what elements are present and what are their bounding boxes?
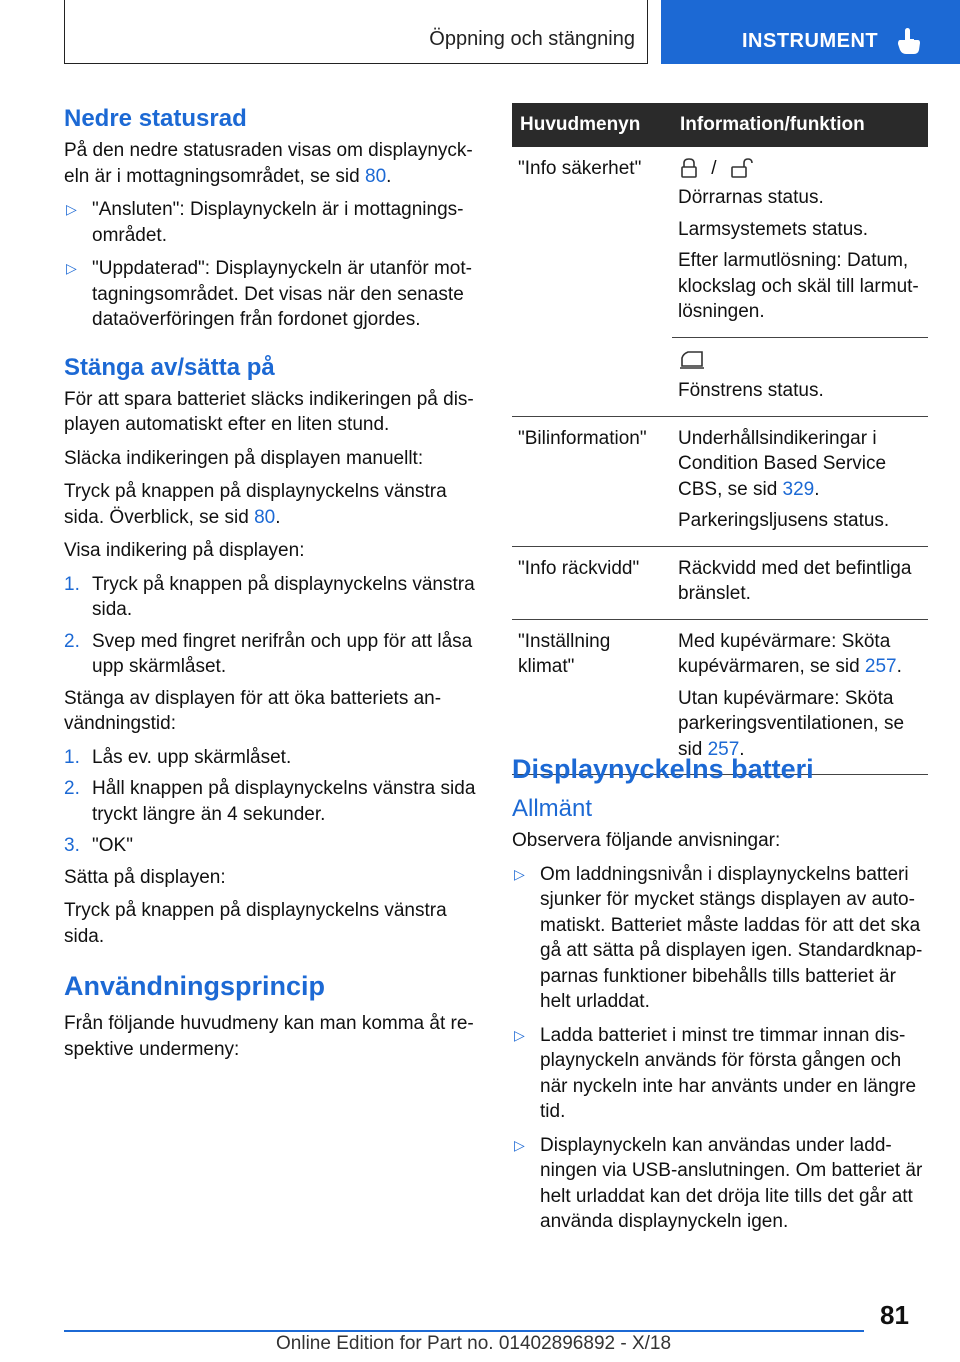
step-item: 1. Lås ev. upp skärmlåset. — [64, 746, 292, 768]
paragraph: Observera följande anvisningar: — [512, 830, 781, 851]
table-row — [512, 416, 928, 546]
pointing-hand-icon — [896, 26, 922, 56]
paragraph: Visa indikering på displayen: — [64, 540, 305, 561]
table-header-cell: Huvudmenyn — [512, 103, 672, 147]
footer-divider — [64, 1330, 864, 1332]
window-icon — [678, 348, 706, 370]
footer-edition: Online Edition for Part no. 01402896892 - X/18 — [276, 1333, 672, 1354]
heading-battery: Displaynyckelns batteri — [512, 754, 814, 784]
triangle-bullet-icon: ▷ — [514, 1136, 525, 1153]
list-item: ▷ Om laddningsnivån i displaynyckelns batteri sjunker för mycket stängs displayen av auto-matiskt. Batteriet måste laddas för att det ska gå att sätta på displayen igen. Standardknap-parnas funktioner bibehålls tills batteriet är helt urladdat. — [514, 863, 923, 1012]
left-column — [64, 104, 478, 1070]
table-row — [512, 147, 928, 338]
table-row — [512, 546, 928, 619]
page-link-257[interactable]: 257 — [864, 656, 897, 677]
heading-status-bar: Nedre statusrad — [64, 105, 247, 132]
page-link-80[interactable]: 80 — [254, 506, 276, 528]
table-cell: / Dörrarnas status. Larmsystemets status. Efter larmutlösning: Datum, klockslag och skäl till larmut-lösningen. — [672, 147, 928, 338]
list-item: ▷ "Uppdaterad": Displaynyckeln är utanför mot-tagningsområdet. Det visas när den senaste dataöverföringen från fordonet gjordes. — [66, 258, 472, 330]
heading-on-off: Stänga av/sätta på — [64, 353, 275, 381]
table-cell: "Inställning klimat" — [512, 619, 672, 775]
table-row — [512, 337, 928, 416]
table-header-row — [512, 103, 928, 147]
table-cell: Med kupévärmare: Sköta kupévärmaren, se sid 257. Utan kupévärmare: Sköta parkeringsventilationen, se sid 257. — [672, 619, 928, 775]
triangle-bullet-icon: ▷ — [514, 865, 525, 882]
table-cell: Underhållsindikeringar i Condition Based Service CBS, se sid 329. Parkeringsljusens status. — [672, 416, 928, 546]
locked-icon — [678, 157, 700, 179]
triangle-bullet-icon: ▷ — [66, 260, 77, 276]
page-link-257[interactable]: 257 — [707, 738, 740, 760]
header-section-title: Öppning och stängning — [429, 28, 635, 50]
header-chapter-title: INSTRUMENT — [742, 30, 879, 52]
paragraph: Släcka indikeringen på displayen manuellt: — [64, 447, 424, 469]
step-item: 2. Svep med fingret nerifrån och upp för att låsa upp skärmlåset. — [64, 630, 473, 677]
table-cell: "Info säkerhet" — [518, 157, 642, 179]
paragraph: Stänga av displayen för att öka batteriets an-vändningstid: — [64, 687, 442, 734]
paragraph: Tryck på knappen på displaynyckelns vänstra sida. Överblick, se sid 80. — [64, 481, 447, 528]
table-cell: Räckvidd med det befintliga bränslet. — [672, 546, 928, 619]
table-cell — [512, 337, 672, 416]
unlocked-icon — [728, 157, 754, 179]
paragraph: Tryck på knappen på displaynyckelns vänstra sida. — [64, 900, 447, 947]
paragraph: För att spara batteriet släcks indikeringen på dis-playen automatiskt efter en liten stund. — [64, 388, 474, 435]
triangle-bullet-icon: ▷ — [66, 201, 77, 217]
table-cell: "Bilinformation" — [512, 416, 672, 546]
page-link-329[interactable]: 329 — [782, 478, 815, 500]
list-item: ▷ "Ansluten": Displaynyckeln är i mottagnings-området. — [66, 199, 464, 246]
menu-table — [512, 103, 928, 775]
step-item: 2. Håll knappen på displaynyckelns vänstra sida tryckt längre än 4 sekunder. — [64, 778, 476, 825]
table-cell: Fönstrens status. — [672, 337, 928, 416]
page-link-80[interactable]: 80 — [365, 165, 387, 187]
right-column — [512, 752, 928, 1243]
list-item: ▷ Ladda batteriet i minst tre timmar innan dis-playnyckeln används för första gången och när nyckeln inte har använts under en längre tid. — [514, 1024, 917, 1122]
heading-general: Allmänt — [512, 795, 593, 822]
table-cell: "Info räckvidd" — [512, 546, 672, 619]
header-section-box — [64, 0, 648, 64]
table-header-cell: Information/funktion — [672, 103, 928, 147]
paragraph: Från följande huvudmeny kan man komma åt re-spektive undermeny: — [64, 1013, 474, 1060]
heading-principle: Användningsprincip — [64, 971, 326, 1001]
paragraph-status: På den nedre statusraden visas om displaynyck-eln är i mottagningsområdet, se sid 80. — [64, 140, 473, 187]
triangle-bullet-icon: ▷ — [514, 1026, 525, 1043]
list-item: ▷ Displaynyckeln kan användas under ladd-ningen via USB-anslutningen. Om batteriet är helt urladdat kan det dröja lite tills det går att använda displaynyckeln igen. — [514, 1134, 923, 1232]
page-number: 81 — [880, 1300, 909, 1330]
step-item: 3. "OK" — [64, 835, 133, 856]
step-item: 1. Tryck på knappen på displaynyckelns vänstra sida. — [64, 573, 475, 620]
paragraph: Sätta på displayen: — [64, 866, 226, 888]
